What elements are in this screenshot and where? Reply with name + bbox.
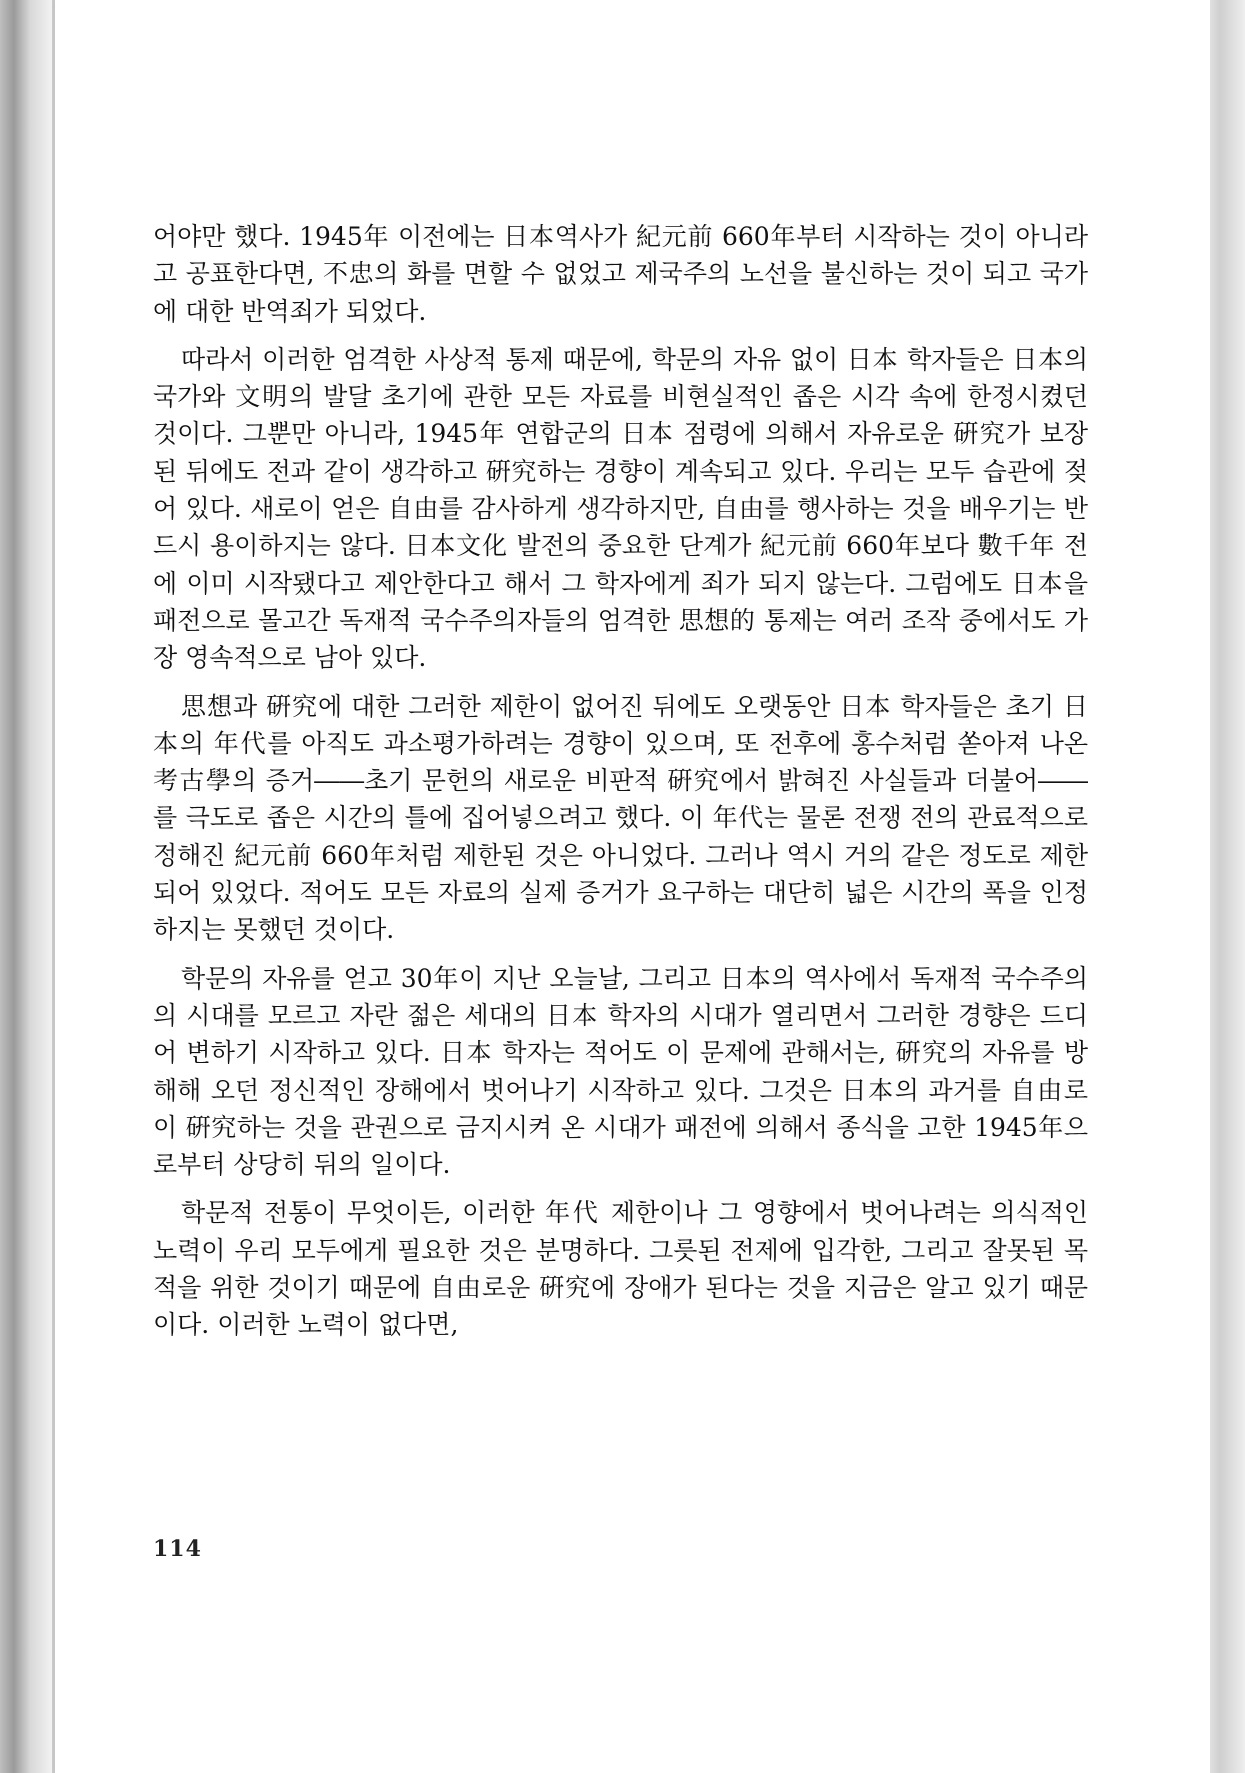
paragraph-5: 학문적 전통이 무엇이든, 이러한 年代 제한이나 그 영향에서 벗어나려는 의식적인 노력이 우리 모두에게 필요한 것은 분명하다. 그릇된 전제에 입각한, 그리고 잘못된 목적을 위한 것이기 때문에 自由로운 硏究에 장애가 된다는 것을 지금은 알고 있기 때문이다. 이러한 노력이 없다면, [153,1198,1088,1340]
page-stack-edge [1210,0,1245,1773]
paragraph-3: 思想과 硏究에 대한 그러한 제한이 없어진 뒤에도 오랫동안 日本 학자들은 초기 日本의 年代를 아직도 과소평가하려는 경향이 있으며, 또 전후에 홍수처럼 쏟아져 나온 考古學의 증거――초기 문헌의 새로운 비판적 硏究에서 밝혀진 사실들과 더불어――를 극도로 좁은 시간의 틀에 집어넣으려고 했다. 이 年代는 물론 전쟁 전의 관료적으로 정해진 紀元前 660年처럼 제한된 것은 아니었다. 그러나 역시 거의 같은 정도로 제한되어 있었다. 적어도 모든 자료의 실제 증거가 요구하는 대단히 넓은 시간의 폭을 인정하지는 못했던 것이다. [153,691,1088,945]
paragraph-1: 어야만 했다. 1945年 이전에는 日本역사가 紀元前 660年부터 시작하는 것이 아니라고 공표한다면, 不忠의 화를 면할 수 없었고 제국주의 노선을 불신하는 것이 되고 국가에 대한 반역죄가 되었다. [153,222,1088,326]
paragraph-4: 학문의 자유를 얻고 30年이 지난 오늘날, 그리고 日本의 역사에서 독재적 국수주의의 시대를 모르고 자란 젊은 세대의 日本 학자의 시대가 열리면서 그러한 경향은 드디어 변하기 시작하고 있다. 日本 학자는 적어도 이 문제에 관해서는, 硏究의 자유를 방해해 오던 정신적인 장해에서 벗어나기 시작하고 있다. 그것은 日本의 과거를 自由로이 硏究하는 것을 관권으로 금지시켜 온 시대가 패전에 의해서 종식을 고한 1945年으로부터 상당히 뒤의 일이다. [153,963,1088,1180]
book-spine [0,0,52,1773]
paragraph-2: 따라서 이러한 엄격한 사상적 통제 때문에, 학문의 자유 없이 日本 학자들은 日本의 국가와 文明의 발달 초기에 관한 모든 자료를 비현실적인 좁은 시각 속에 한정시켰던 것이다. 그뿐만 아니라, 1945年 연합군의 日本 점령에 의해서 자유로운 硏究가 보장된 뒤에도 전과 같이 생각하고 硏究하는 경향이 계속되고 있다. 우리는 모두 습관에 젖어 있다. 새로이 얻은 自由를 감사하게 생각하지만, 自由를 행사하는 것을 배우기는 반드시 용이하지는 않다. 日本文化 발전의 중요한 단계가 紀元前 660年보다 數千年 전에 이미 시작됐다고 제안한다고 해서 그 학자에게 죄가 되지 않는다. 그럼에도 日本을 패전으로 몰고간 독재적 국수주의자들의 엄격한 思想的 통제는 여러 조작 중에서도 가장 영속적으로 남아 있다. [153,344,1088,673]
page-number: 114 [153,1536,202,1562]
body-text [153,218,1088,1355]
